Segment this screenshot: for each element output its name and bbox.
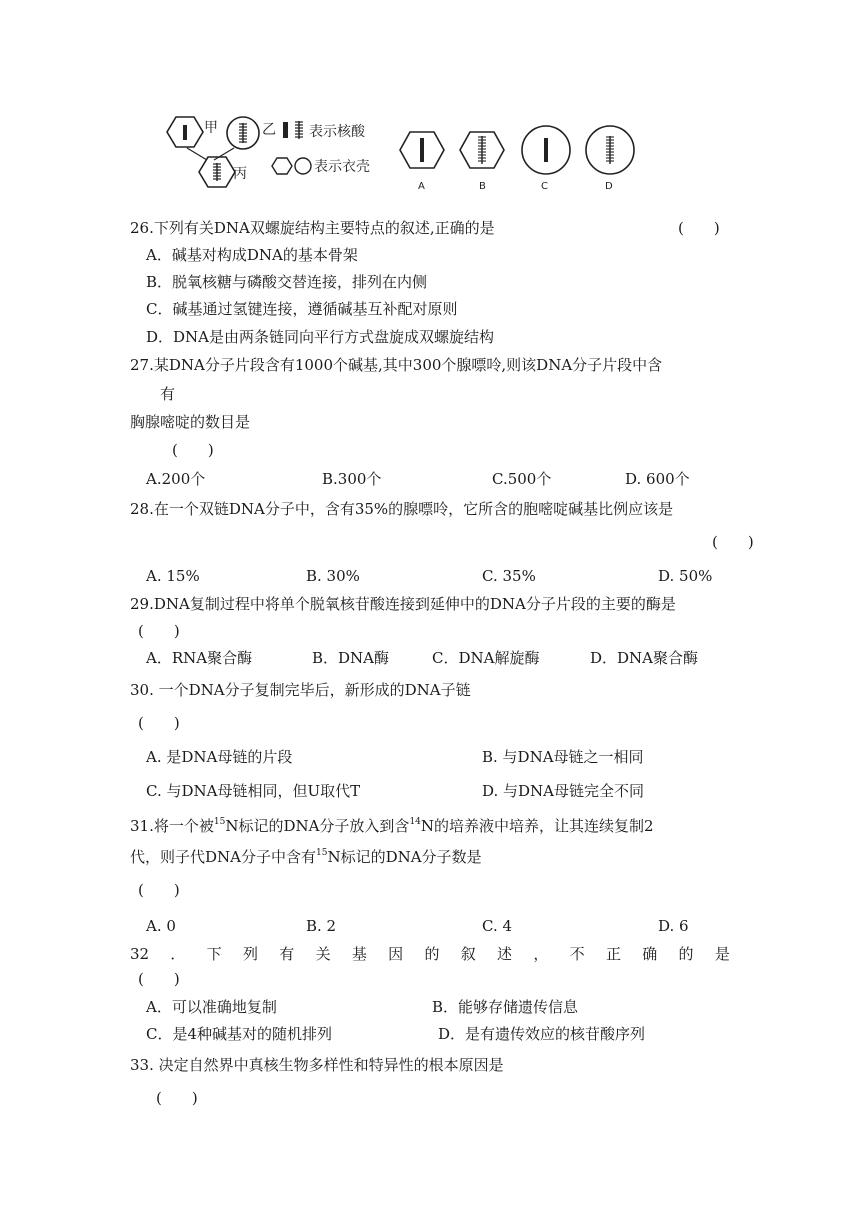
virus-jia [167, 117, 203, 147]
q29-bracket: ( ) [138, 622, 180, 640]
legend-capsid-icons [272, 158, 311, 174]
q33-bracket: ( ) [156, 1089, 198, 1107]
legend-capsid-label: 表示衣壳 [314, 159, 370, 175]
q31-stem1-b: N标记的DNA分子放入到含 [225, 817, 410, 835]
q32-char: 下 [206, 945, 222, 963]
label-b: B [479, 181, 486, 192]
q26-option-a: A．碱基对构成DNA的基本骨架 [146, 246, 358, 264]
q31-stem1-c: N的培养液中培养，让其连续复制2 [420, 817, 654, 835]
q32-char: ． [170, 945, 186, 963]
q30-option-c: C. 与DNA母链相同，但U取代T [146, 782, 361, 800]
q32-char: 叙 [460, 945, 476, 963]
q28-option-b: B. 30% [306, 567, 360, 585]
q31-stem2-b: N标记的DNA分子数是 [327, 848, 482, 866]
q32-char: 是 [714, 945, 730, 963]
q32-option-a: A．可以准确地复制 [146, 998, 277, 1016]
q29-option-d: D．DNA聚合酶 [590, 649, 699, 667]
q32-char: 因 [388, 945, 404, 963]
q32-char: 确 [642, 945, 658, 963]
q30-option-b: B. 与DNA母链之一相同 [482, 748, 644, 766]
q32-option-b: B．能够存储遗传信息 [432, 998, 579, 1016]
label-a: A [418, 181, 425, 192]
q32-option-d: D．是有遗传效应的核苷酸序列 [438, 1025, 646, 1043]
q28-option-c: C. 35% [482, 567, 536, 585]
q31-option-b: B. 2 [306, 917, 337, 935]
q28-option-d: D. 50% [658, 567, 713, 585]
q30-option-a: A. 是DNA母链的片段 [146, 748, 293, 766]
q28-bracket: ( ) [712, 533, 754, 551]
q32-char: 不 [569, 945, 585, 963]
option-c-figure [522, 126, 570, 174]
q30-stem: 30. 一个DNA分子复制完毕后，新形成的DNA子链 [130, 681, 471, 699]
legend-nucleic-icons [283, 121, 303, 139]
label-yi: 乙 [262, 122, 276, 138]
q27-option-c: C.500个 [492, 470, 552, 488]
q31-option-a: A. 0 [146, 917, 176, 935]
label-bing: 丙 [233, 166, 247, 182]
q30-bracket: ( ) [138, 714, 180, 732]
q27-option-b: B.300个 [322, 470, 382, 488]
q31-sup-15b: 15 [316, 848, 328, 858]
q32-stem [130, 944, 730, 964]
q31-option-c: C. 4 [482, 917, 513, 935]
q32-char: 的 [424, 945, 440, 963]
q31-option-d: D. 6 [658, 917, 689, 935]
q31-sup-15: 15 [213, 817, 226, 827]
q30-option-d: D. 与DNA母链完全不同 [482, 782, 645, 800]
q27-bracket: ( ) [172, 441, 214, 459]
q27-option-d: D. 600个 [625, 470, 690, 488]
q32-char: 述 [497, 945, 513, 963]
q27-option-a: A.200个 [146, 470, 206, 488]
virus-bing [199, 157, 235, 187]
q26-option-c: C．碱基通过氢键连接，遵循碱基互补配对原则 [146, 300, 458, 318]
q29-stem: 29.DNA复制过程中将单个脱氧核苷酸连接到延伸中的DNA分子片段的主要的酶是 [130, 595, 676, 613]
q32-char: 32 [130, 945, 150, 963]
q31-stem2-a: 代，则子代DNA分子中含有 [130, 848, 316, 866]
label-jia: 甲 [204, 120, 218, 136]
q26-bracket: ( ) [678, 219, 720, 237]
label-c: C [541, 181, 548, 192]
q29-option-a: A．RNA聚合酶 [146, 649, 253, 667]
q31-stem-line1 [130, 816, 654, 836]
q32-char: 关 [315, 945, 331, 963]
option-a-figure [400, 132, 444, 168]
virus-yi [227, 117, 259, 149]
q32-char: ， [533, 945, 549, 963]
q27-stem-line3: 胸腺嘧啶的数目是 [130, 413, 251, 431]
q31-sup-14: 14 [409, 817, 421, 827]
q31-bracket: ( ) [138, 881, 180, 899]
q32-char: 列 [242, 945, 258, 963]
q32-char: 的 [678, 945, 694, 963]
q32-char: 正 [605, 945, 621, 963]
option-d-figure [586, 126, 634, 174]
q28-option-a: A. 15% [146, 567, 200, 585]
q31-stem-line2 [130, 847, 482, 867]
q26-stem: 26.下列有关DNA双螺旋结构主要特点的叙述,正确的是 [130, 219, 495, 237]
q28-stem: 28.在一个双链DNA分子中，含有35%的腺嘌呤，它所含的胞嘧啶碱基比例应该是 [130, 500, 674, 518]
option-b-figure [460, 132, 504, 168]
q27-stem-line2: 有 [160, 385, 176, 403]
q32-char: 有 [279, 945, 295, 963]
q26-option-d: D．DNA是由两条链同向平行方式盘旋成双螺旋结构 [146, 328, 495, 346]
q29-option-c: C．DNA解旋酶 [432, 649, 540, 667]
label-d: D [605, 181, 613, 192]
q26-option-b: B．脱氧核糖与磷酸交替连接，排列在内侧 [146, 273, 428, 291]
q32-option-c: C．是4种碱基对的随机排列 [146, 1025, 333, 1043]
virus-diagram [160, 112, 650, 200]
legend-nucleic-label: 表示核酸 [309, 124, 365, 140]
q29-option-b: B．DNA酶 [312, 649, 390, 667]
q32-char: 基 [351, 945, 367, 963]
q32-bracket: ( ) [138, 970, 180, 988]
q33-stem: 33. 决定自然界中真核生物多样性和特异性的根本原因是 [130, 1056, 504, 1074]
q27-stem-line1: 27.某DNA分子片段含有1000个碱基,其中300个腺嘌呤,则该DNA分子片段中含 [130, 356, 663, 374]
q31-stem1-a: 31.将一个被 [130, 817, 214, 835]
